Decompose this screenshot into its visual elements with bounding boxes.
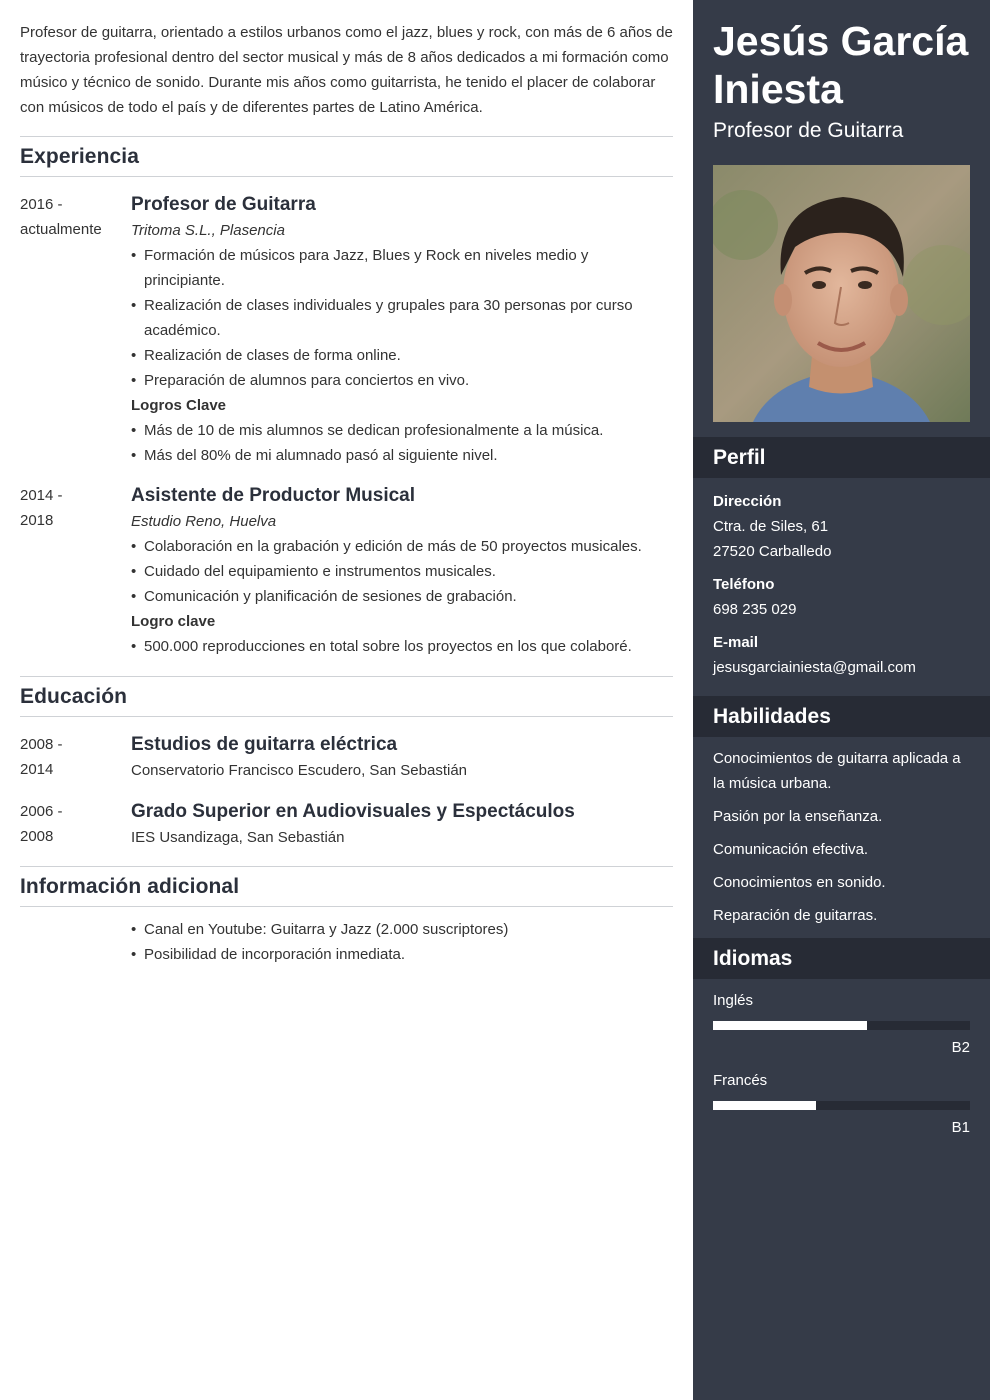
language-level: B1: [951, 1119, 970, 1136]
email-label: E-mail: [713, 634, 759, 651]
achievements-list: [131, 418, 673, 468]
additional-section-header: [20, 866, 673, 907]
achievements-heading: Logros Clave: [131, 397, 227, 414]
date-start: 2016 -: [20, 196, 63, 213]
skill-item: Conocimientos de guitarra aplicada a la música urbana.: [713, 750, 961, 792]
languages-section-header: [693, 938, 990, 979]
language-item: [713, 988, 970, 1060]
job-company: Tritoma S.L., Plasencia: [131, 222, 285, 239]
skill-item: Reparación de guitarras.: [713, 907, 878, 924]
date-end: 2008: [20, 828, 54, 845]
skills-section-header: [693, 696, 990, 737]
skill-item: Comunicación efectiva.: [713, 841, 869, 858]
candidate-name: Jesús García Iniesta: [713, 18, 969, 112]
date-start: 2014 -: [20, 487, 63, 504]
additional-list: [131, 917, 673, 967]
language-level: B2: [951, 1039, 970, 1056]
language-name: Inglés: [713, 992, 754, 1009]
sidebar: [693, 0, 990, 1400]
profile-section-header: [693, 437, 990, 478]
address-line: Ctra. de Siles, 61: [713, 518, 829, 535]
job-duties-list: [131, 534, 673, 609]
date-end: 2018: [20, 512, 54, 529]
education-section-header: [20, 676, 673, 717]
language-name: Francés: [713, 1072, 768, 1089]
degree-title: Grado Superior en Audiovisuales y Espectáculos: [131, 801, 575, 822]
list-item: • Preparación de alumnos para conciertos en vivo.: [131, 368, 673, 393]
candidate-role: Profesor de Guitarra: [713, 119, 904, 142]
list-item: • Más del 80% de mi alumnado pasó al siguiente nivel.: [131, 443, 673, 468]
education-heading: Educación: [20, 684, 128, 708]
date-start: 2008 -: [20, 736, 63, 753]
additional-heading: Información adicional: [20, 874, 240, 898]
list-item: • Cuidado del equipamiento e instrumentos musicales.: [131, 559, 673, 584]
language-level-bar: [713, 1101, 970, 1110]
phone-label: Teléfono: [713, 576, 775, 593]
date-end: actualmente: [20, 221, 102, 238]
address-line: 27520 Carballedo: [713, 543, 832, 560]
skills-list: [693, 737, 990, 928]
achievements-heading: Logro clave: [131, 613, 216, 630]
language-level-fill: [713, 1101, 816, 1110]
phone-value: 698 235 029: [713, 601, 797, 618]
language-level-bar: [713, 1021, 970, 1030]
language-level-fill: [713, 1021, 867, 1030]
experience-entry: [20, 191, 673, 468]
list-item: • Más de 10 de mis alumnos se dedican profesionalmente a la música.: [131, 418, 673, 443]
date-end: 2014: [20, 761, 54, 778]
skill-item: Conocimientos en sonido.: [713, 874, 886, 891]
education-entry: [20, 798, 673, 850]
experience-dates: [20, 191, 131, 468]
experience-dates: [20, 482, 131, 659]
job-company: Estudio Reno, Huelva: [131, 513, 277, 530]
profile-heading: Perfil: [713, 445, 766, 469]
language-item: [713, 1068, 970, 1140]
list-item: • Formación de músicos para Jazz, Blues y Rock en niveles medio y principiante.: [131, 243, 673, 293]
degree-title: Estudios de guitarra eléctrica: [131, 734, 398, 755]
education-entry: [20, 731, 673, 783]
experience-entry: [20, 482, 673, 659]
experience-section-header: [20, 136, 673, 177]
list-item: • Realización de clases individuales y grupales para 30 personas por curso académico.: [131, 293, 673, 343]
job-title: Profesor de Guitarra: [131, 194, 316, 215]
list-item: • 500.000 reproducciones en total sobre los proyectos en los que colaboré.: [131, 634, 673, 659]
main-column: [20, 0, 673, 967]
experience-heading: Experiencia: [20, 144, 139, 168]
address-label: Dirección: [713, 493, 782, 510]
list-item: • Colaboración en la grabación y edición de más de 50 proyectos musicales.: [131, 534, 673, 559]
languages-list: [693, 988, 990, 1140]
list-item: • Comunicación y planificación de sesiones de grabación.: [131, 584, 673, 609]
achievements-list: [131, 634, 673, 659]
education-dates: [20, 731, 131, 783]
list-item: • Posibilidad de incorporación inmediata.: [131, 942, 673, 967]
list-item: • Realización de clases de forma online.: [131, 343, 673, 368]
profile-photo: [713, 165, 970, 422]
education-dates: [20, 798, 131, 850]
summary-text: Profesor de guitarra, orientado a estilos urbanos como el jazz, blues y rock, con más de 6 años de trayectoria profesional dentro del sector musical y más de 8 años dedicados a mi formación como músico y técnico de sonido. Durante mis años como guitarrista, he tenido el placer de colaborar con músicos de todo el país y de diferentes partes de Latino América.: [20, 24, 673, 116]
school-name: IES Usandizaga, San Sebastián: [131, 829, 345, 846]
skills-heading: Habilidades: [713, 704, 831, 728]
date-start: 2006 -: [20, 803, 63, 820]
skill-item: Pasión por la enseñanza.: [713, 808, 883, 825]
languages-heading: Idiomas: [713, 946, 793, 970]
job-title: Asistente de Productor Musical: [131, 485, 416, 506]
job-duties-list: [131, 243, 673, 393]
school-name: Conservatorio Francisco Escudero, San Sebastián: [131, 762, 468, 779]
email-value: jesusgarciainiesta@gmail.com: [713, 659, 916, 676]
list-item: • Canal en Youtube: Guitarra y Jazz (2.000 suscriptores): [131, 917, 673, 942]
